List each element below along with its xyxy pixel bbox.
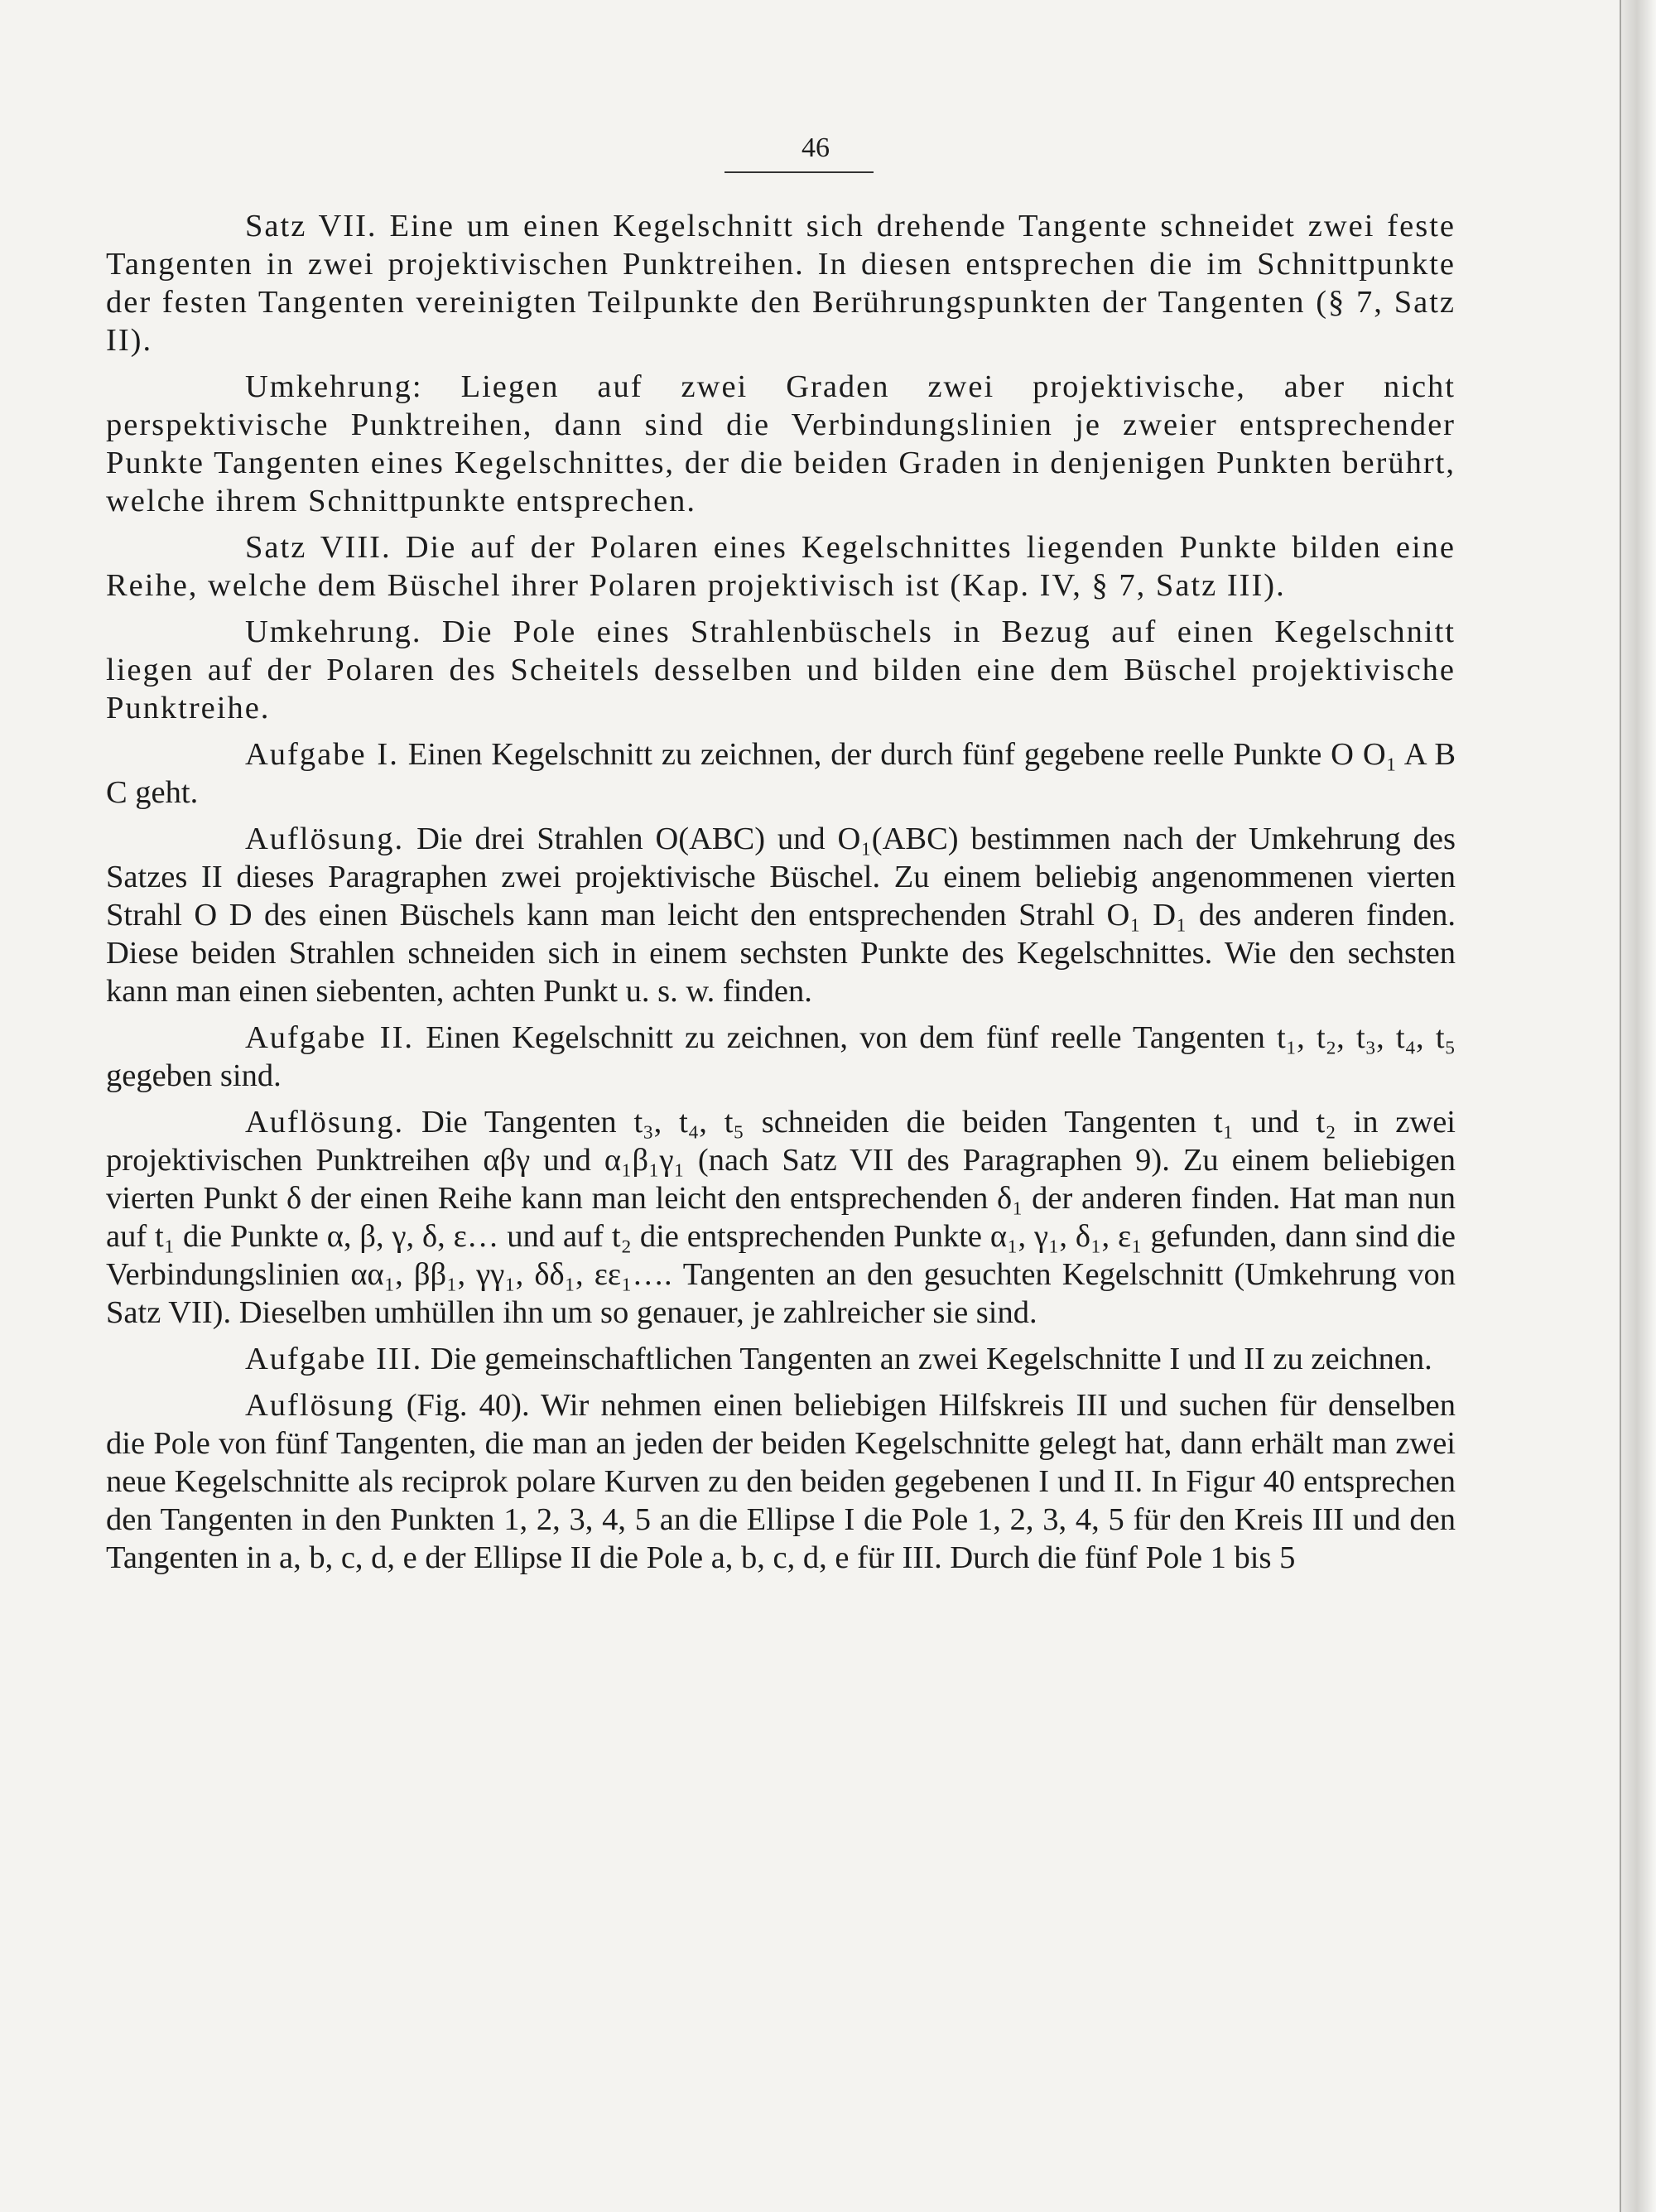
paragraph-satz-8 bbox=[106, 528, 1456, 605]
paragraph-text: Einen Kegelschnitt zu zeichnen, von dem fünf reelle Tangenten t₁, t₂, t₃, t₄, t₅ gegeben sind. bbox=[106, 1020, 1456, 1093]
paragraph-lead: Aufgabe II. bbox=[245, 1020, 415, 1055]
paragraph-aufloesung-2 bbox=[106, 1103, 1456, 1332]
paragraph-text: Die auf der Polaren eines Kegelschnittes liegenden Punkte bilden eine Reihe, welche dem Büschel ihrer Polaren projektivisch ist (Kap. IV, § 7, Satz III). bbox=[106, 530, 1456, 603]
paragraph-lead: Auflösung. bbox=[245, 1105, 405, 1140]
body-text bbox=[106, 207, 1456, 1585]
page-number: 46 bbox=[802, 133, 830, 163]
paragraph-umkehrung-8 bbox=[106, 613, 1456, 727]
paragraph-aufloesung-3 bbox=[106, 1386, 1456, 1577]
paragraph-text: (Fig. 40). Wir nehmen einen beliebigen Hilfskreis III und suchen für denselben die Pole von fünf Tangenten, die man an jeden der beiden Kegelschnitte gelegt hat, dann erhält man zwei neue Kegelschnitte als reciprok polare Kurven zu den beiden gegebenen I und II. In Figur 40 entsprechen den Tangenten in den Punkten 1, 2, 3, 4, 5 an die Ellipse I die Pole 1, 2, 3, 4, 5 für den Kreis III und den Tangenten in a, b, c, d, e der Ellipse II die Pole a, b, c, d, e für III. Durch die fünf Pole 1 bis 5 bbox=[106, 1388, 1456, 1575]
paragraph-umkehrung-7 bbox=[106, 368, 1456, 520]
paragraph-aufgabe-3 bbox=[106, 1340, 1456, 1378]
paragraph-aufgabe-1 bbox=[106, 735, 1456, 812]
paragraph-text: Die drei Strahlen O(ABC) und O₁(ABC) bestimmen nach der Umkehrung des Satzes II dieses Paragraphen zwei projektivische Büschel. Zu einem beliebig angenommenen vierten Strahl O D des einen Büschels kann man leicht den entsprechenden Strahl O₁ D₁ des anderen finden. Diese beiden Strahlen schneiden sich in einem sechsten Punkte des Kegelschnittes. Wie den sechsten kann man einen siebenten, achten Punkt u. s. w. finden. bbox=[106, 822, 1456, 1009]
paragraph-lead: Satz VIII. bbox=[245, 530, 392, 565]
paragraph-lead: Satz VII. bbox=[245, 209, 378, 243]
paragraph-lead: Umkehrung: bbox=[245, 369, 423, 404]
paragraph-text: Die Tangenten t₃, t₄, t₅ schneiden die beiden Tangenten t₁ und t₂ in zwei projektivischen Punktreihen αβγ und α₁β₁γ₁ (nach Satz VII des Paragraphen 9). Zu einem beliebigen vierten Punkt δ der einen Reihe kann man leicht den entsprechenden δ₁ der anderen finden. Hat man nun auf t₁ die Punkte α, β, γ, δ, ε… und auf t₂ die entsprechenden Punkte α₁, γ₁, δ₁, ε₁ gefunden, dann sind die Verbindungslinien αα₁, ββ₁, γγ₁, δδ₁, εε₁…. Tangenten an den gesuchten Kegelschnitt (Umkehrung von Satz VII). Dieselben umhüllen ihn um so genauer, je zahlreicher sie sind. bbox=[106, 1105, 1456, 1330]
paragraph-lead: Auflösung. bbox=[245, 822, 405, 856]
paragraph-text: Die gemeinschaftlichen Tangenten an zwei Kegelschnitte I und II zu zeichnen. bbox=[422, 1342, 1432, 1376]
paragraph-lead: Auflösung bbox=[245, 1388, 395, 1423]
paragraph-aufgabe-2 bbox=[106, 1019, 1456, 1095]
paragraph-lead: Aufgabe III. bbox=[245, 1342, 423, 1376]
paragraph-lead: Aufgabe I. bbox=[245, 737, 399, 772]
paragraph-lead: Umkehrung. bbox=[245, 614, 422, 649]
paragraph-text: Liegen auf zwei Graden zwei projektivische, aber nicht perspektivische Punktreihen, dann sind die Verbindungslinien je zweier entsprechender Punkte Tangenten eines Kegelschnittes, der die beiden Graden in denjenigen Punkten berührt, welche ihrem Schnittpunkte entsprechen. bbox=[106, 369, 1456, 518]
page-number-rule bbox=[724, 171, 874, 173]
paragraph-aufloesung-1 bbox=[106, 820, 1456, 1010]
paragraph-satz-7 bbox=[106, 207, 1456, 359]
paragraph-text: Einen Kegelschnitt zu zeichnen, der durch fünf gegebene reelle Punkte O O₁ A B C geht. bbox=[106, 737, 1456, 810]
paragraph-text: Eine um einen Kegelschnitt sich drehende Tangente schneidet zwei feste Tangenten in zwei projektivischen Punktreihen. In diesen entsprechen die im Schnittpunkte der festen Tangenten vereinigten Teilpunkte den Berührungspunkten der Tangenten (§ 7, Satz II). bbox=[106, 209, 1456, 358]
page-edge bbox=[1620, 0, 1656, 2212]
paragraph-text: Die Pole eines Strahlenbüschels in Bezug auf einen Kegelschnitt liegen auf der Polaren des Scheitels desselben und bilden eine dem Büschel projektivische Punktreihe. bbox=[106, 614, 1456, 725]
